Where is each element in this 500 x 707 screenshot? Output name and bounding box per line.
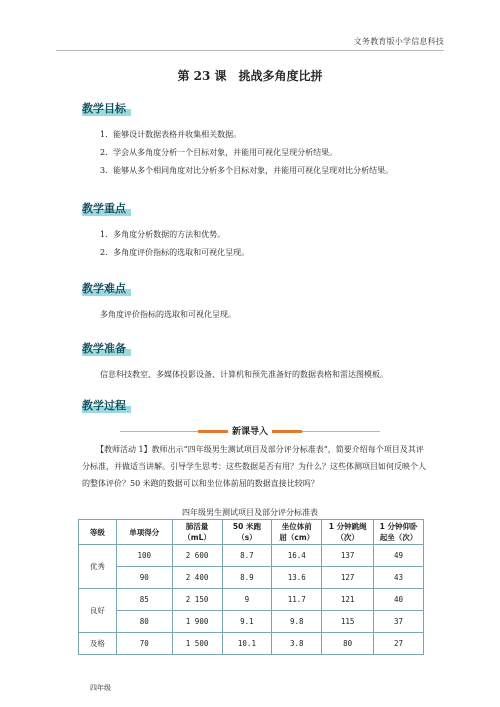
section-title-preparation: 教学准备: [82, 341, 131, 356]
table-cell: 49: [374, 545, 424, 567]
list-item: 2．多角度评价指标的选取和可视化呈现。: [100, 248, 250, 257]
table-cell: 100: [116, 545, 172, 567]
header-sit-ups: 1 分钟仰卧 起坐（次）: [374, 520, 424, 545]
table-cell: 90: [116, 567, 172, 589]
table-cell: 2 150: [172, 589, 222, 611]
table-cell: 137: [322, 545, 374, 567]
section-title-goals: 教学目标: [82, 101, 131, 116]
preparation-text: 信息科技教室、多媒体投影设备、计算机和预先准备好的数据表格和雷达图模板。: [100, 370, 388, 379]
table-cell: 85: [116, 589, 172, 611]
grade-cell: 良好: [79, 589, 117, 633]
difficulties-text: 多角度评价指标的选取和可视化呈现。: [100, 310, 236, 319]
table-cell: 80: [322, 633, 374, 655]
list-item: 1．多角度分析数据的方法和优势。: [100, 230, 226, 239]
section-title-difficulties: 教学难点: [82, 281, 131, 296]
table-cell: 9: [222, 589, 272, 611]
table-cell: 3.8: [272, 633, 322, 655]
table-row: [79, 633, 424, 655]
table-cell: 70: [116, 633, 172, 655]
accent-bar: [198, 430, 228, 433]
grade-cell: 及格: [79, 633, 117, 655]
table-cell: 121: [322, 589, 374, 611]
list-item: 2．学会从多角度分析一个目标对象，并能用可视化呈现分析结果。: [100, 148, 338, 157]
table-cell: 40: [374, 589, 424, 611]
table-cell: 8.9: [222, 567, 272, 589]
footnote: 四年级: [90, 684, 111, 692]
header-jump-rope: 1 分钟跳绳 （次）: [322, 520, 374, 545]
header-grade: 等级: [79, 520, 117, 545]
table-cell: 127: [322, 567, 374, 589]
table-row: [79, 611, 424, 633]
table-row: [79, 545, 424, 567]
section-title-process: 教学过程: [82, 398, 131, 413]
lesson-title: 第 23 课 挑战多角度比拼: [177, 69, 323, 83]
subheading-text: 新课导入: [231, 427, 268, 437]
table-cell: 27: [374, 633, 424, 655]
header-score: 单项得分: [116, 520, 172, 545]
header-sit-reach: 坐位体前 屈（cm）: [272, 520, 322, 545]
goals-list: [100, 126, 393, 180]
table-row: [79, 589, 424, 611]
table-header-row: [79, 520, 424, 545]
divider-line: [120, 431, 198, 432]
table-caption: 四年级男生测试项目及部分评分标准表: [182, 508, 318, 517]
table-cell: 115: [322, 611, 374, 633]
table-cell: 8.7: [222, 545, 272, 567]
table-row: [79, 567, 424, 589]
table-cell: 43: [374, 567, 424, 589]
table-cell: 9.8: [272, 611, 322, 633]
table-cell: 10.1: [222, 633, 272, 655]
accent-bar: [272, 430, 302, 433]
list-item: 1．能够设计数据表格并收集相关数据。: [100, 130, 242, 139]
running-header: 文务教育版小学信息科技: [353, 37, 444, 46]
subheading-new-lesson: [0, 424, 500, 437]
table-cell: 13.6: [272, 567, 322, 589]
list-item: 3．能够从多个相同角度对比分析多个目标对象，并能用可视化呈现对比分析结果。: [100, 166, 394, 175]
header-vital-capacity: 肺活量 （mL）: [172, 520, 222, 545]
intro-paragraph: 【教师活动 1】教师出示“四年级男生测试项目及部分评分标准表”，简要介绍每个项目及其评分标准，并做适当讲解。引导学生思考：这些数据是否有用？为什么？这些体测项目如何反映个人的整体评价？50 米跑的数据可以和坐位体前屈的数据直接比较吗？: [82, 445, 426, 488]
header-divider: [56, 50, 444, 51]
table-cell: 80: [116, 611, 172, 633]
key-points-list: [100, 226, 249, 262]
section-title-key-points: 教学重点: [82, 201, 131, 216]
table-cell: 2 400: [172, 567, 222, 589]
table-cell: 16.4: [272, 545, 322, 567]
table-cell: 2 600: [172, 545, 222, 567]
score-standard-table: [78, 519, 424, 655]
table-cell: 1 900: [172, 611, 222, 633]
grade-cell: 优秀: [79, 545, 117, 589]
header-50m-run: 50 米跑 （s）: [222, 520, 272, 545]
table-cell: 11.7: [272, 589, 322, 611]
table-cell: 37: [374, 611, 424, 633]
table-cell: 9.1: [222, 611, 272, 633]
divider-line: [302, 431, 380, 432]
table-cell: 1 500: [172, 633, 222, 655]
